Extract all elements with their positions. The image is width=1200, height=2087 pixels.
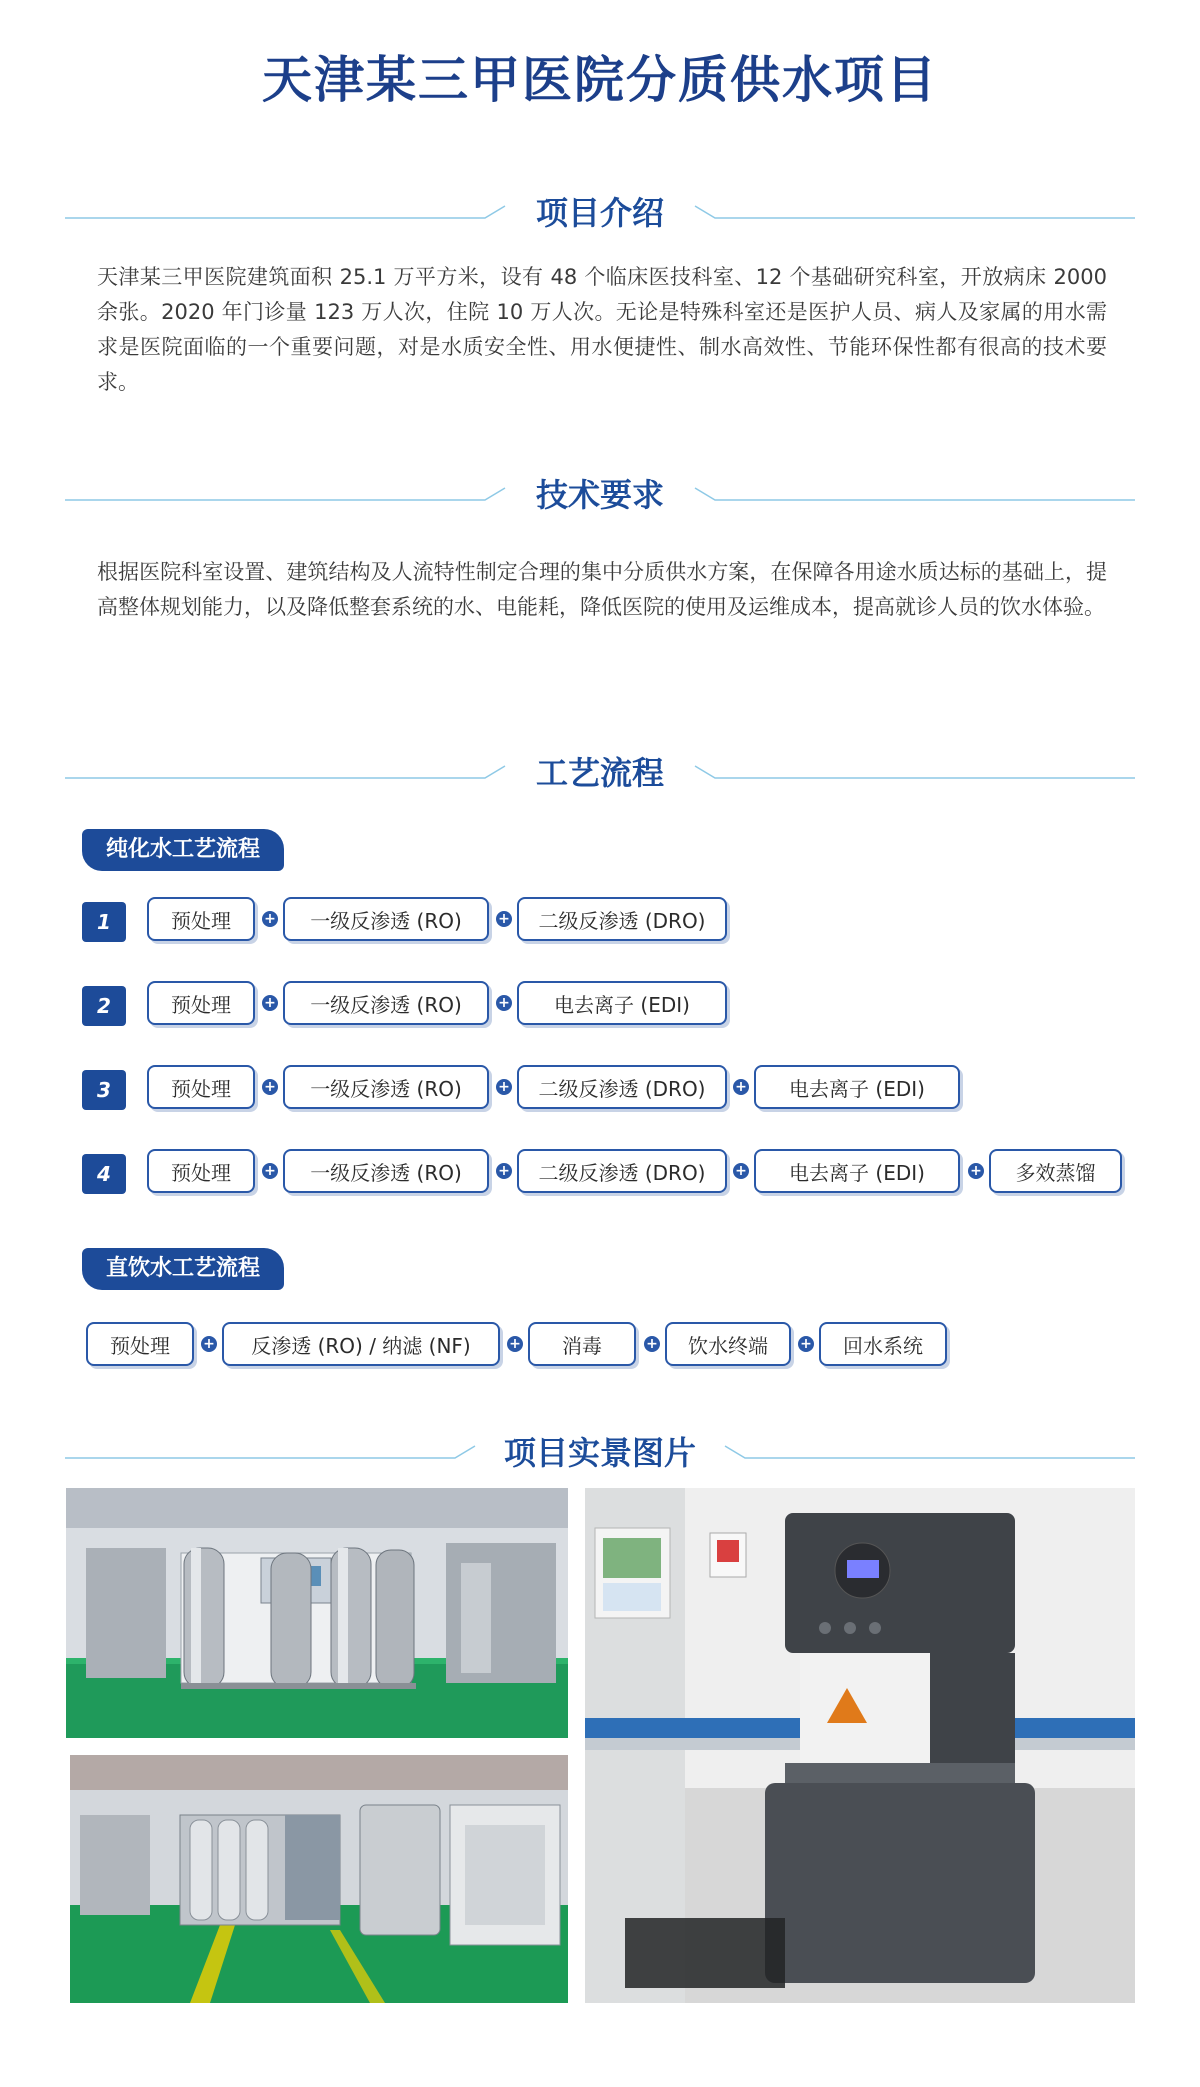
intro-paragraph: 天津某三甲医院建筑面积 25.1 万平方米，设有 48 个临床医技科室、12 个基础研究科室，开放病床 2000 余张。2020 年门诊量 123 万人次，住院 10 万人次。无论是特殊科室还是医护人员、病人及家属的用水需求是医院面临的一个重要问题，对是水质安全性、用水便捷性、制水高效性、节能环保性都有很高的技术要求。 (97, 265, 1107, 394)
water-dispenser-photo (585, 1488, 1135, 2003)
process-step: 二级反渗透 (DRO) (517, 1149, 727, 1193)
process-row-3 (82, 1065, 1142, 1115)
plus-icon: + (201, 1336, 217, 1352)
row-number: 4 (82, 1154, 126, 1194)
section-title: 项目介绍 (535, 194, 664, 232)
plus-icon: + (798, 1336, 814, 1352)
plus-icon: + (968, 1163, 984, 1179)
process-step: 预处理 (147, 897, 255, 941)
page-title: 天津某三甲医院分质供水项目 (262, 50, 938, 109)
equipment-room-photo-2 (70, 1755, 568, 2003)
process-step: 一级反渗透 (RO) (283, 981, 489, 1025)
process-step: 电去离子 (EDI) (517, 981, 727, 1025)
process-step: 预处理 (86, 1322, 194, 1366)
plus-icon: + (496, 1163, 512, 1179)
process-step: 饮水终端 (665, 1322, 791, 1366)
process-row-1 (82, 897, 1142, 947)
section-header-tech (65, 462, 1135, 522)
row-number: 3 (82, 1070, 126, 1110)
section-header-process (65, 740, 1135, 800)
process-step: 反渗透 (RO) / 纳滤 (NF) (222, 1322, 500, 1366)
process-step: 一级反渗透 (RO) (283, 897, 489, 941)
process-row-2 (82, 981, 1142, 1031)
plus-icon: + (733, 1079, 749, 1095)
plus-icon: + (262, 1079, 278, 1095)
row-number: 2 (82, 986, 126, 1026)
section-title: 工艺流程 (535, 754, 664, 792)
plus-icon: + (262, 1163, 278, 1179)
process-row-4 (82, 1149, 1142, 1199)
process-step: 一级反渗透 (RO) (283, 1149, 489, 1193)
process-step: 消毒 (528, 1322, 636, 1366)
direct-process-row (82, 1322, 1142, 1372)
plus-icon: + (262, 911, 278, 927)
plus-icon: + (496, 1079, 512, 1095)
plus-icon: + (496, 995, 512, 1011)
process-step: 一级反渗透 (RO) (283, 1065, 489, 1109)
process-step: 二级反渗透 (DRO) (517, 897, 727, 941)
process-step: 预处理 (147, 1065, 255, 1109)
process-step: 电去离子 (EDI) (754, 1065, 960, 1109)
process-step: 回水系统 (819, 1322, 947, 1366)
process-step: 预处理 (147, 981, 255, 1025)
process-step: 多效蒸馏 (989, 1149, 1122, 1193)
plus-icon: + (733, 1163, 749, 1179)
pure-water-subheading: 纯化水工艺流程 (82, 829, 284, 871)
row-number: 1 (82, 902, 126, 942)
process-step: 预处理 (147, 1149, 255, 1193)
plus-icon: + (496, 911, 512, 927)
equipment-room-photo-1 (66, 1488, 568, 1738)
plus-icon: + (644, 1336, 660, 1352)
tech-paragraph: 根据医院科室设置、建筑结构及人流特性制定合理的集中分质供水方案，在保障各用途水质达标的基础上，提高整体规划能力，以及降低整套系统的水、电能耗，降低医院的使用及运维成本，提高就诊人员的饮水体验。 (97, 560, 1107, 619)
plus-icon: + (507, 1336, 523, 1352)
process-step: 电去离子 (EDI) (754, 1149, 960, 1193)
section-title: 项目实景图片 (503, 1434, 696, 1472)
plus-icon: + (262, 995, 278, 1011)
section-header-intro (65, 180, 1135, 240)
section-header-photos (65, 1420, 1135, 1480)
direct-water-subheading: 直饮水工艺流程 (82, 1248, 284, 1290)
process-step: 二级反渗透 (DRO) (517, 1065, 727, 1109)
section-title: 技术要求 (535, 476, 664, 514)
